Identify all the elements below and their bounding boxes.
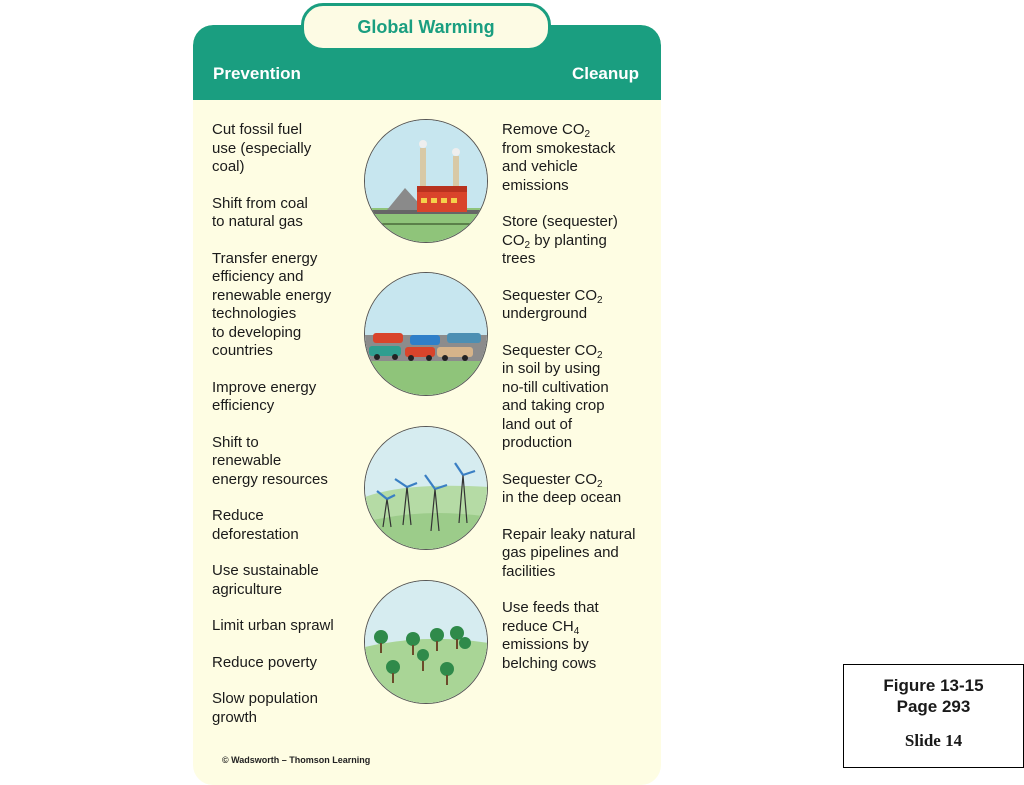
traffic-illustration: [364, 272, 488, 396]
page-number: Page 293: [896, 697, 971, 716]
prevention-item: Reduce deforestation: [212, 507, 299, 543]
wind-turbines-illustration: [364, 426, 488, 550]
prevention-item: Improve energy efficiency: [212, 378, 317, 414]
prevention-item: Shift to renewable energy resources: [212, 433, 328, 488]
prevention-item: Limit urban sprawl: [212, 617, 334, 634]
cleanup-item: Sequester $CO_2$ in soil by using no-till cultivation and taking crop land out of production: [502, 341, 609, 451]
cleanup-list: [502, 121, 662, 691]
prevention-item: Shift from coal to natural gas: [212, 194, 308, 230]
cleanup-heading: Cleanup: [571, 64, 639, 83]
prevention-item: Cut fossil fuel use (especially coal): [212, 121, 312, 175]
prevention-heading: Prevention: [213, 64, 301, 83]
cleanup-item: Sequester $CO_2$ in the deep ocean: [502, 470, 622, 506]
cleanup-item: Sequester $CO_2$ underground: [502, 286, 603, 322]
figure-number: Figure 13-15: [883, 676, 984, 695]
prevention-item: Use sustainable agriculture: [212, 562, 319, 598]
trees-illustration: [364, 580, 488, 704]
prevention-item: Transfer energy efficiency and renewable energy technologies to developing countries: [212, 249, 332, 359]
figure-title: [301, 3, 551, 51]
figure-reference-box: [843, 664, 1024, 768]
figure-title-text: Global Warming: [357, 16, 495, 37]
cleanup-item: Repair leaky natural gas pipelines and facilities: [502, 525, 636, 580]
cleanup-item: Use feeds that reduce $CH_4$ emissions by belching cows: [502, 599, 599, 672]
prevention-list: [212, 121, 362, 745]
slide-number: Slide 14: [904, 731, 963, 750]
prevention-item: Slow population growth: [212, 690, 318, 726]
prevention-item: Reduce poverty: [212, 653, 318, 671]
copyright-notice: © Wadsworth – Thomson Learning: [222, 755, 371, 765]
cleanup-item: Store (sequester) $CO_2$ by planting trees: [502, 213, 618, 267]
factory-illustration: [364, 119, 488, 243]
cleanup-item: Remove $CO_2$ from smokestack and vehicle emissions: [502, 121, 616, 194]
